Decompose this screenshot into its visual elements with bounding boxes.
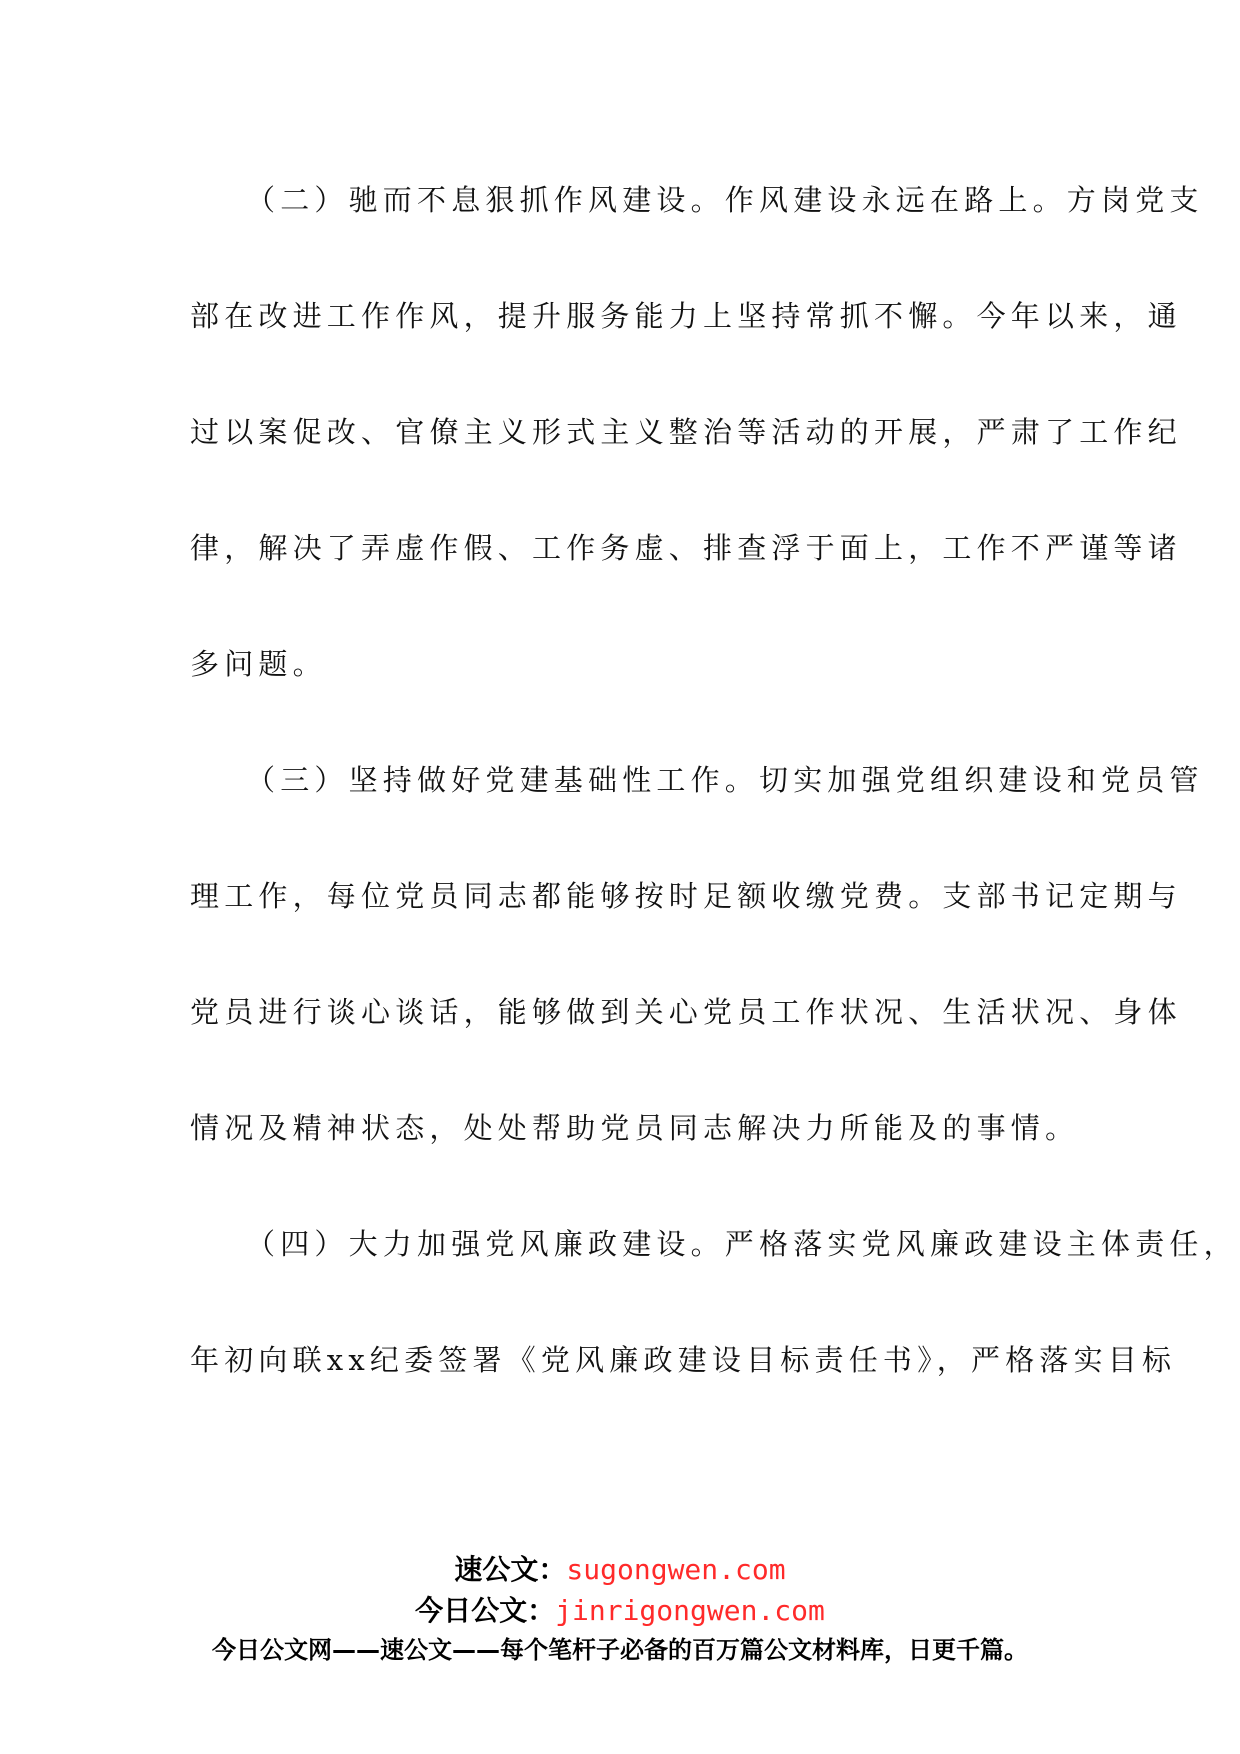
paragraph-line: 律，解决了弄虚作假、工作务虚、排查浮于面上，工作不严谨等诸 (190, 531, 1182, 565)
paragraph-line: 年初向联xx纪委签署《党风廉政建设目标责任书》，严格落实目标 (190, 1343, 1177, 1377)
footer-site-line (0, 1552, 1240, 1588)
paragraph-line: （二）驰而不息狠抓作风建设。作风建设永远在路上。方岗党支 (246, 183, 1204, 217)
paragraph-line: （四）大力加强党风廉政建设。严格落实党风廉政建设主体责任， (246, 1227, 1238, 1261)
paragraph-line: 理工作，每位党员同志都能够按时足额收缴党费。支部书记定期与 (190, 879, 1182, 913)
paragraph-line: 党员进行谈心谈话，能够做到关心党员工作状况、生活状况、身体 (190, 995, 1182, 1029)
footer-site-label: 速公文： (454, 1553, 567, 1586)
paragraph-line: （三）坚持做好党建基础性工作。切实加强党组织建设和党员管 (246, 763, 1204, 797)
footer-site-line (0, 1593, 1240, 1629)
footer-site-label: 今日公文： (415, 1594, 556, 1627)
paragraph-line: 过以案促改、官僚主义形式主义整治等活动的开展，严肃了工作纪 (190, 415, 1182, 449)
paragraph-line: 部在改进工作作风，提升服务能力上坚持常抓不懈。今年以来，通 (190, 299, 1182, 333)
footer-site-link[interactable]: sugongwen.com (566, 1553, 786, 1586)
paragraph-line: 多问题。 (190, 647, 327, 681)
footer-slogan: 今日公文网——速公文——每个笔杆子必备的百万篇公文材料库，日更千篇。 (212, 1636, 1028, 1664)
paragraph-line: 情况及精神状态，处处帮助党员同志解决力所能及的事情。 (190, 1111, 1080, 1145)
footer-site-link[interactable]: jinrigongwen.com (555, 1594, 825, 1627)
